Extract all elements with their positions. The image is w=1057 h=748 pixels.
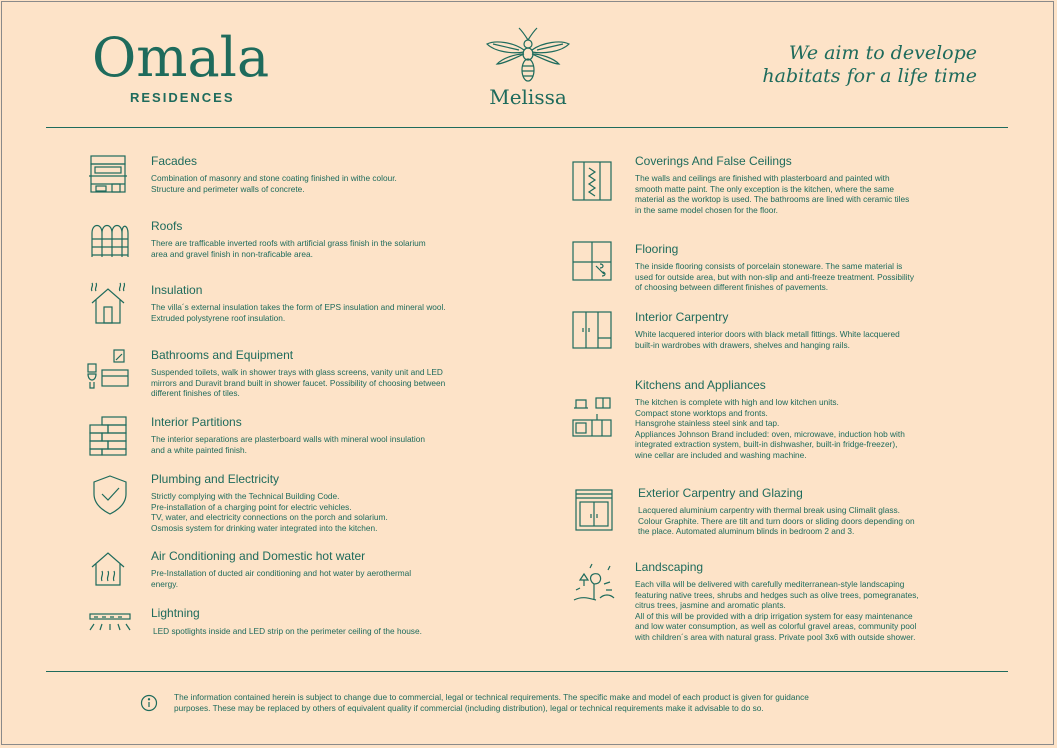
spec-description: Lacquered aluminium carpentry with thermal break using Climalit glass. Colour Graphite. There are tilt and turn doors or sliding doors depending on the place. Automated aluminum blinds in bedroom 2 and 3.: [638, 505, 915, 537]
brand-name: Omala: [92, 26, 270, 89]
spec-description: Each villa will be delivered with carefully mediterranean-style landscaping featuring native trees, shrubs and hedges such as olive trees, pomegranates, citrus trees, jasmine and aromatic plants. All of this will be provided with a drip irrigation system for easy maintenance and low water consumption, as well as colorful gravel areas, community pool with children´s area with natural grass. Private pool 3x6 with outside shower.: [635, 579, 919, 642]
tagline-line-1: We aim to develope: [788, 42, 977, 64]
spec-title: Exterior Carpentry and Glazing: [638, 486, 803, 500]
footer-divider: [46, 671, 1008, 672]
spec-title: Roofs: [151, 219, 183, 233]
tagline: [762, 42, 977, 88]
landscaping-icon: [572, 560, 616, 604]
led-strip-icon: [88, 606, 132, 650]
spec-description: Pre-Installation of ducted air conditioning and hot water by aerothermal energy.: [151, 568, 412, 589]
spec-title: Air Conditioning and Domestic hot water: [151, 549, 366, 563]
bee-icon: [485, 28, 571, 82]
spec-description: The kitchen is complete with high and low kitchen units. Compact stone worktops and fronts. Hansgrohe stainless steel sink and tap. Appliances Johnson Brand included: oven, microwave, induction hob with integrated extraction system, built-in dishwasher, built-in fridge-freezer), wine cellar are included and washing machine.: [635, 397, 905, 460]
spec-title: Kitchens and Appliances: [635, 378, 766, 392]
disclaimer-text: The information contained herein is subject to change due to commercial, legal or technical requirements. The specific make and model of each product is given for guidance purposes. These may be replaced by others of equivalent quality if commercial (including distribution), legal or technical requirements make it advisable to do so.: [174, 692, 809, 713]
building-facade-icon: [88, 154, 132, 198]
spec-description: Combination of masonry and stone coating finished in withe colour. Structure and perimeter walls of concrete.: [151, 173, 397, 194]
heated-house-icon: [88, 549, 132, 593]
partner-name: Melissa: [489, 85, 567, 109]
spec-title: Plumbing and Electricity: [151, 472, 280, 486]
insulated-house-icon: [88, 283, 132, 327]
spec-description: The villa´s external insulation takes the form of EPS insulation and mineral wool. Extruded polystyrene roof insulation.: [151, 302, 446, 323]
kitchen-icon: [572, 378, 616, 422]
window-blind-icon: [575, 486, 619, 530]
roof-tiles-icon: [88, 219, 132, 263]
spec-title: Flooring: [635, 242, 679, 256]
melissa-logo: [485, 28, 571, 109]
spec-title: Interior Partitions: [151, 415, 242, 429]
spec-title: Bathrooms and Equipment: [151, 348, 294, 362]
spec-title: Lightning: [151, 606, 200, 620]
spec-description: There are trafficable inverted roofs with artificial grass finish in the solarium area and gravel finish in non-traficable area.: [151, 238, 426, 259]
brand-subtitle: RESIDENCES: [130, 90, 235, 105]
spec-title: Coverings And False Ceilings: [635, 154, 792, 168]
spec-description: The inside flooring consists of porcelain stoneware. The same material is used for outside area, but with non-slip and anti-freeze treatment. Possibility of choosing between different finishes of pavements.: [635, 261, 915, 293]
spec-title: Insulation: [151, 283, 203, 297]
spec-description: Strictly complying with the Technical Building Code. Pre-installation of a charging point for electric vehicles. TV, water, and electricity connections on the porch and solarium. Osmosis system for drinking water integrated into the kitchen.: [151, 491, 388, 533]
bathroom-icon: [88, 348, 132, 392]
spec-title: Interior Carpentry: [635, 310, 729, 324]
wall-panel-icon: [572, 154, 616, 198]
shield-check-icon: [88, 472, 132, 516]
tagline-line-2: habitats for a life time: [762, 65, 977, 87]
spec-description: LED spotlights inside and LED strip on the perimeter ceiling of the house.: [153, 626, 422, 636]
spec-description: The walls and ceilings are finished with plasterboard and painted with smooth matte paint. The only exception is the kitchen, where the same material as the worktop is used. The bathrooms are lined with ceramic tiles in the same model chosen for the floor.: [635, 173, 910, 215]
header-divider: [46, 127, 1008, 128]
omala-logo: [92, 26, 270, 105]
floor-tiles-icon: [572, 242, 616, 286]
spec-description: Suspended toilets, walk in shower trays with glass screens, vanity unit and LED mirrors and Duravit brand built in shower faucet. Possibility of choosing between different finishes of tiles.: [151, 367, 446, 399]
wardrobe-icon: [572, 310, 616, 354]
spec-title: Facades: [151, 154, 198, 168]
brick-wall-icon: [88, 415, 132, 459]
spec-description: White lacquered interior doors with black metall fittings. White lacquered built-in wardrobes with drawers, shelves and hanging rails.: [635, 329, 900, 350]
spec-title: Landscaping: [635, 560, 704, 574]
spec-description: The interior separations are plasterboard walls with mineral wool insulation and a white painted finish.: [151, 434, 425, 455]
info-icon: [140, 694, 158, 712]
